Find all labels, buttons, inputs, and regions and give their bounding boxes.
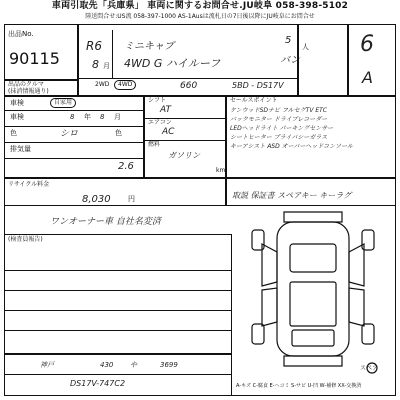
plate-class: 430	[100, 361, 114, 369]
car-body-outline	[277, 222, 349, 356]
lot-number: 90115	[9, 49, 60, 68]
header-transport-line: 陸送問合せ:US流 058-397-1000 AS-1Ausは流札日の7日後以降にJU岐阜にお問合せ	[85, 13, 315, 20]
reg-label: 車検	[10, 99, 24, 107]
front-bumper	[284, 212, 342, 222]
shift-value: AT	[160, 105, 171, 115]
reg-year-unit: 年	[84, 113, 91, 121]
color-value: シロ	[60, 129, 79, 139]
displacement: 660	[180, 81, 198, 91]
seats: 5	[285, 35, 292, 46]
month: 8	[92, 58, 99, 71]
spare-label: スペア	[360, 365, 379, 372]
mileage-unit: km	[216, 167, 226, 174]
wheel-rear-right	[362, 324, 374, 344]
chassis-number: DS17V-747C2	[70, 379, 126, 388]
score: 6	[360, 32, 374, 57]
fuel-label: 燃料	[148, 141, 161, 148]
fuel-value: ガソリン	[168, 151, 200, 160]
left-front-door	[262, 244, 277, 286]
body-type: バン	[280, 55, 300, 66]
mileage: 2.6	[118, 161, 134, 172]
option-item-5: キーアシスト ASD オーバーヘッドコンソール	[230, 143, 353, 150]
ac-value: AC	[162, 127, 175, 137]
option-item-3: LEDヘッドライト パーキングセンサー	[230, 125, 334, 132]
left-rear-door	[262, 288, 277, 326]
private-use-badge: 自家用	[50, 98, 76, 108]
car-name: ミニキャブ	[124, 41, 174, 52]
wheel-rear-left	[252, 324, 264, 344]
lot-label: 出品No.	[8, 30, 34, 38]
damage-legend: A-キズ C-腐食 E-ヘコミ S-サビ U-凹 W-補修 XX-交換済	[236, 383, 362, 389]
option-item-4: シートヒーター プライバシーガラス	[230, 134, 328, 141]
model-code: 5BD - DS17V	[232, 81, 284, 90]
rear-bumper	[284, 356, 342, 366]
inspector-label: (検査員報告)	[8, 236, 43, 243]
plate-kana: や	[130, 361, 137, 369]
windshield	[290, 244, 336, 272]
recycle-value: 8,030	[82, 194, 111, 205]
damage-diagram	[232, 204, 394, 374]
car-type-label: 出品のクルマ	[8, 81, 44, 88]
reg-month: 8	[100, 113, 105, 121]
interior-score: A	[362, 68, 373, 87]
options-title: セールスポイント	[230, 97, 278, 104]
rear-window	[292, 330, 334, 346]
car-type-box	[4, 80, 78, 96]
displacement-label: 排気量	[10, 145, 31, 153]
color-label: 色	[10, 129, 17, 137]
option-item-2: バックモニター ドライブレコーダー	[230, 116, 328, 123]
shift-label: シフト	[148, 97, 167, 104]
drive-4wd: 4WD	[114, 80, 136, 90]
roof	[290, 282, 336, 326]
plate-box	[4, 354, 232, 396]
car-type-sub: (抹消情報通り)	[8, 88, 49, 95]
car-grade: 4WD G ハイルーフ	[124, 57, 221, 70]
option-item-1: ケンウッドSDナビ フルセグTV ETC	[230, 107, 327, 114]
year: R6	[86, 39, 102, 53]
right-rear-door	[349, 288, 364, 326]
drive-2wd: 2WD	[95, 81, 110, 88]
spec-mid-box	[144, 96, 226, 178]
reg-row-label: 車検	[10, 113, 24, 121]
reg-month-unit: 月	[114, 113, 121, 121]
owner-note: ワンオーナー車 自社名変済	[50, 217, 161, 227]
color-code: 色	[115, 129, 122, 137]
inspector-box	[4, 234, 232, 354]
seats-unit: 人	[302, 43, 309, 51]
month-unit: 月	[103, 62, 110, 70]
recycle-label: リサイクル料金	[8, 181, 50, 188]
recycle-unit: 円	[128, 195, 135, 203]
ac-label: エアコン	[148, 119, 172, 126]
lot-box	[4, 24, 78, 80]
right-front-door	[349, 244, 364, 286]
plate-number: 3699	[160, 361, 178, 369]
reg-year: 8	[70, 113, 75, 121]
body-box	[298, 24, 348, 96]
docs: 取説 保証書 スペアキー キーラグ	[232, 191, 352, 200]
plate-area: 神戸	[40, 361, 54, 369]
header-contact-line: 車両引取先「兵庫県」 車両に関するお問合せ.JU岐阜 058-398-5102	[51, 1, 349, 11]
